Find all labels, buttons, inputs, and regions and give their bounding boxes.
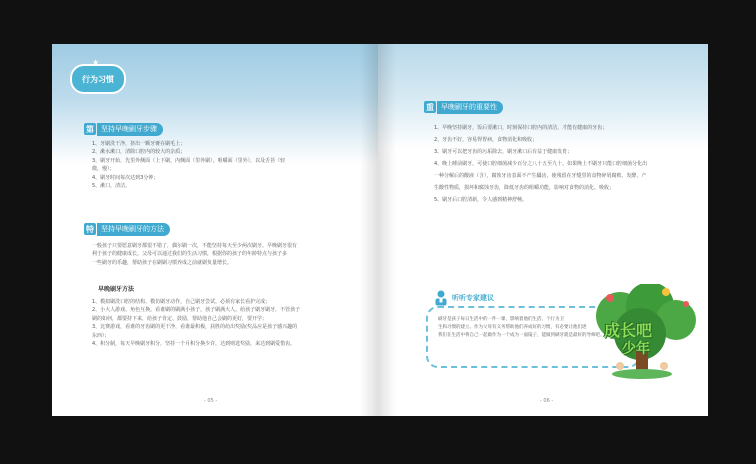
tree-title-1: 成长吧 (604, 321, 653, 340)
section-heading-steps: 第 坚持早晚刷牙步骤 (84, 122, 163, 136)
page-number-right: - 06 - (540, 398, 554, 404)
behavior-habit-badge: ★ 行为习惯 (70, 64, 126, 94)
steps-list: 1、牙刷洗干净，挤出一颗牙膏在刷毛上； 2、漱水漱口，清除口腔内的较大的杂质； 3、刷牙开始，先里外侧面（上下刷，内侧面（里外刷），咀嚼面（里外），以及舌苔（轻 微，慢）； 4、刷牙时间每次达到3分钟； 5、漱口，清洁。 (92, 141, 286, 190)
tree-title-2: 少年 (622, 341, 650, 357)
page-number-left: - 05 - (204, 398, 218, 404)
teacher-icon (434, 290, 448, 306)
expert-advice-box: 刷牙是孩子每日生活中的一件一课，影响着他们生活、个行为卫 生和习惯的建立。作为父母有义务帮助他们养成好的习惯，有必要让他们逐 我们在生活中将自己一起做作为一个成为一面镜子，能做到刷牙就是最好的导师吧。 (426, 306, 640, 368)
star-icon: ★ (92, 58, 100, 67)
methods-list: 1、模拟刷洗口腔的结构、模仿刷牙动作，自己刷牙尝试，必须有家长看护完成； 2、小大人游戏、角色互换。看谁刷的刷满小孩子，孩子刷满大人。给孩子刷牙刷牙，不管孩子 刷的如何，都要持下来，给孩子肯定、鼓励，帮助他自己会刷的更好，要开学； 3、比赛游戏，看谁的牙齿刷的更干净，看谁最积极，获胜的给出奖励(奖品应是孩子感兴趣的 东西）； 4、积分制，每天早晚刷牙积分，坚持一个月积分换少许，达到则选奖励，来达到刷爱惜齿。 (92, 299, 301, 348)
importance-list: 1、早晚坚持刷牙，饭后要漱口，时刻保持口腔内的清洁，才能有健康的牙齿； 2、牙齿不好，容易得胃病，食物消化和吸收； 3、刷牙可以把牙齿的污垢除去，刷牙漱口后有益于健康发育； 4、晚上睡前刷牙，可使口腔细菌减少百分之八十五至九十。如果晚上不刷牙只能口腔细菌分化出 一种分解后的酸液（含），腐蚀牙齿表面不产生龋齿，使残留在牙缝里的食物碎屑腐败、发酵，产 生酸性物质，损坏和腐蚀牙齿，降低牙齿的咀嚼功能，影响对食物的消化、吸收； 5、刷牙后口腔清新，令人感到精神舒畅。 (434, 125, 648, 203)
right-page (378, 44, 708, 416)
section-heading-methods: 特 坚持早晚刷牙的方法 (84, 222, 170, 236)
section-heading-importance: 重 早晚刷牙的重要性 (424, 100, 503, 114)
expert-advice-heading: 听听专家建议 (434, 290, 494, 306)
method-title: 早晚刷牙方法 (98, 286, 135, 293)
methods-intro: 一般孩子只要愿意刷牙都很不错了，偶尔刷一次，不能坚持每天至少两次刷牙。早晚刷牙很有 利于孩子的健康成长。父母可以通过我们的生活习惯，根据你的孩子的年龄特点与孩子多 一些刷牙的乐趣，帮助孩子在刷刷习惯养成之前就刷负量增长。 (92, 243, 298, 266)
left-page (52, 44, 378, 416)
